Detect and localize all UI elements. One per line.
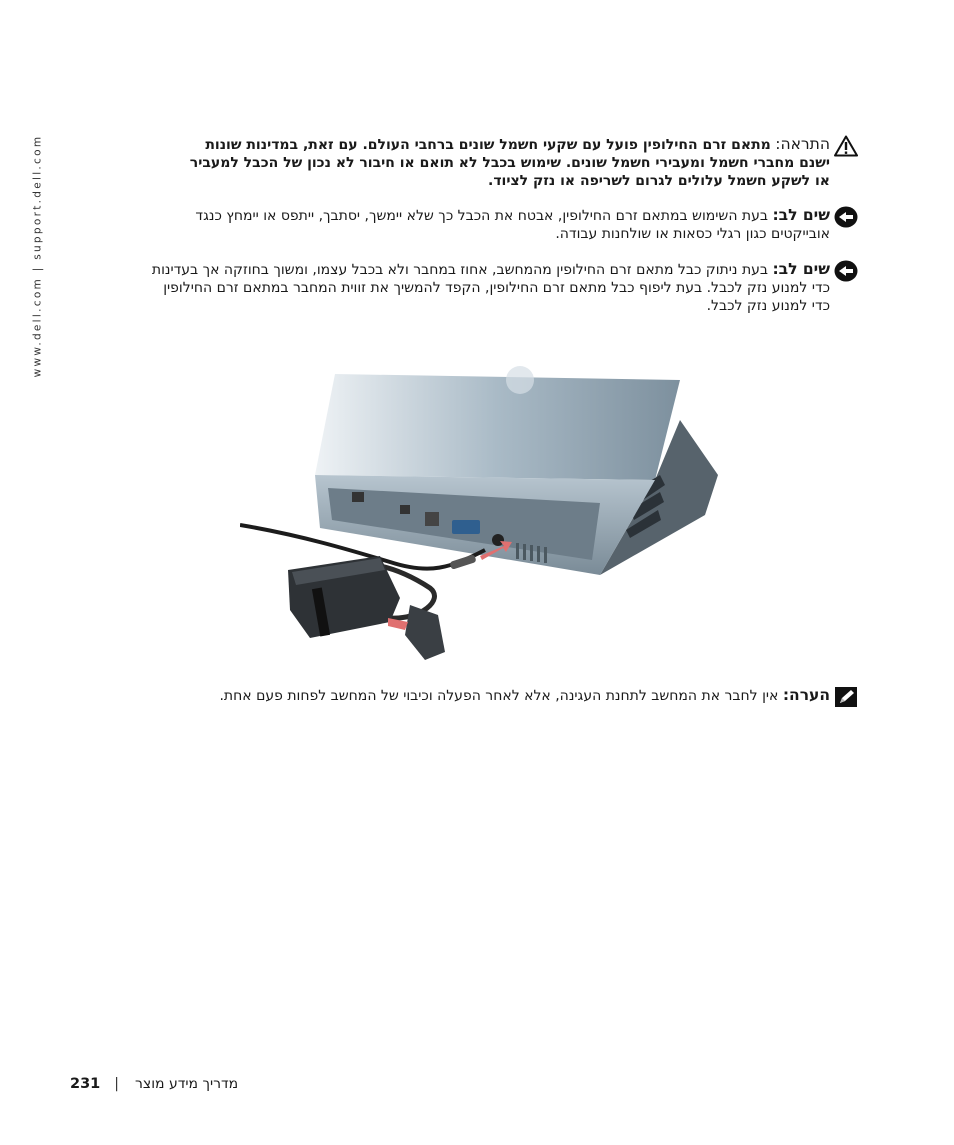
warning-triangle-icon	[834, 135, 858, 157]
notice-text-2: בעת ניתוק כבל מתאם זרם החילופין מהמחשב, אחוז במחבר ולא בכבל עצמו, ומשוך בחוזקה אך בעדינות כדי למנוע נזק לכבל. בעת ליפוף כבל מתאם זרם החילופין, הקפד להמשיך את זווית המחבר במתאם זרם החילופין כדי למנוע נזק לכבל.	[151, 262, 830, 314]
warning-text: מתאם זרם החילופין פועל עם שקעי חשמל שונים ברחבי העולם. עם זאת, במדינות שונות ישנם מחברי חשמל ומעבירי חשמל שונים. שימוש בכבל לא תואם או חיבור לא נכון של הכבל למעביר או לשקע חשמל עלולים לגרום לשריפה או נזק לציוד.	[189, 137, 830, 189]
page-number: 231	[70, 1076, 101, 1092]
note-pencil-icon	[834, 686, 858, 708]
notice-block-2	[150, 260, 830, 315]
footer-separator: |	[114, 1076, 119, 1092]
page-footer	[70, 1076, 238, 1092]
side-url	[25, 120, 49, 392]
warning-label: התראה:	[775, 135, 830, 153]
side-url-text: www.dell.com | support.dell.com	[31, 134, 43, 378]
laptop-adapter-illustration	[240, 360, 720, 670]
plug	[405, 605, 445, 660]
notice-hand-icon	[834, 206, 858, 228]
notice-text-1: בעת השימוש במתאם זרם החילופין, אבטח את הכבל כך שלא יימשך, יסתבך, ייתפס או יימחץ כנגד אובייקטים כגון רגלי כסאות או שולחנות עבודה.	[195, 208, 830, 242]
notice-block-1	[150, 206, 830, 243]
note-text: אין לחבר את המחשב לתחנת העגינה, אלא לאחר הפעלה וכיבוי של המחשב לפחות פעם אחת.	[219, 688, 779, 704]
note-label: הערה:	[782, 686, 830, 704]
notice-label-2: שים לב:	[772, 260, 830, 278]
laptop-lid	[315, 374, 680, 480]
note-block	[140, 686, 830, 705]
notice-label-1: שים לב:	[772, 206, 830, 224]
footer-title: מדריך מידע מוצר	[135, 1076, 239, 1092]
notice-hand-icon	[834, 260, 858, 282]
warning-block	[170, 135, 830, 190]
